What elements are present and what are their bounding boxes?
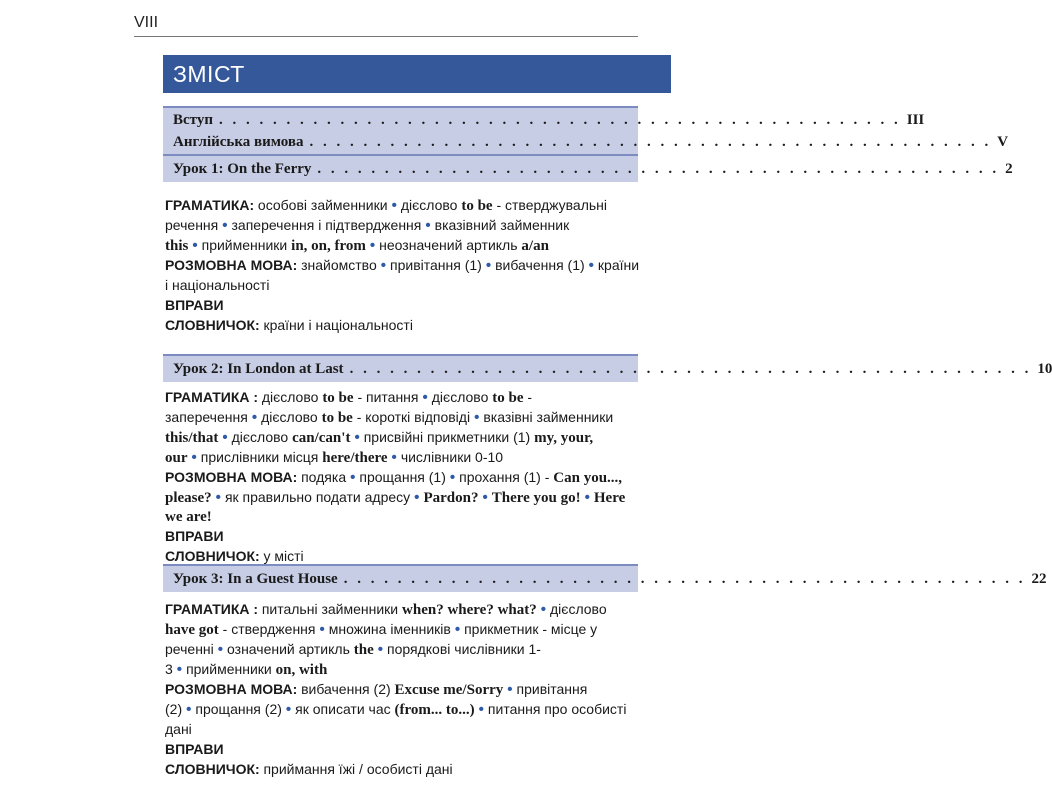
bullet-icon: • xyxy=(217,641,224,658)
topic-text: подяка xyxy=(301,469,347,485)
english-term: can/can't xyxy=(292,430,351,446)
bullet-icon: • xyxy=(186,701,192,718)
english-term: have got xyxy=(165,622,219,638)
english-term: to be xyxy=(461,198,493,214)
toc-entry-page: 2 xyxy=(1005,161,1013,177)
topic-text: прохання (1) - xyxy=(459,469,554,485)
section-label: СЛОВНИЧОК: xyxy=(165,317,260,333)
topic-text: множина іменників xyxy=(328,621,451,637)
bullet-icon: • xyxy=(482,489,488,506)
topic-text: дієслово xyxy=(550,601,607,617)
english-term: my, your, our xyxy=(165,430,594,466)
lesson-section xyxy=(165,527,640,547)
toc-entry-pronunciation[interactable] xyxy=(173,131,1009,153)
section-label: РОЗМОВНА МОВА: xyxy=(165,681,298,697)
english-term: Excuse me/Sorry xyxy=(394,682,504,698)
topic-text: як правильно подати адресу xyxy=(224,489,411,505)
toc-entry-page: 22 xyxy=(1031,571,1047,587)
bullet-icon: • xyxy=(507,681,513,698)
bullet-icon: • xyxy=(222,217,228,234)
lesson-section xyxy=(165,196,640,256)
english-term: on, with xyxy=(275,662,328,678)
topic-text: країни і національності xyxy=(263,317,413,333)
english-term: to be xyxy=(492,390,524,406)
topic-text: дієслово xyxy=(261,389,323,405)
section-label: СЛОВНИЧОК: xyxy=(165,548,260,564)
bullet-icon: • xyxy=(222,429,228,446)
english-term: in, on, from xyxy=(291,238,366,254)
bullet-icon: • xyxy=(414,489,420,506)
topic-text: знайомство xyxy=(301,257,377,273)
bullet-icon: • xyxy=(391,197,397,214)
topic-text: країни і національності xyxy=(165,257,640,293)
lesson-3-body xyxy=(165,600,640,780)
topic-text: як описати час xyxy=(295,701,395,717)
topic-text: привітання (1) xyxy=(390,257,482,273)
bullet-icon: • xyxy=(588,257,594,274)
lesson-2-bar[interactable] xyxy=(163,354,1052,382)
lesson-section xyxy=(165,760,640,780)
bullet-icon: • xyxy=(192,237,198,254)
topic-text: - короткі відповіді xyxy=(352,409,471,425)
topic-text: особові займенники xyxy=(257,197,388,213)
topic-text: неозначений артикль xyxy=(379,237,522,253)
bullet-icon: • xyxy=(540,601,547,618)
bullet-icon: • xyxy=(425,217,431,234)
topic-text: прислівники місця xyxy=(200,449,323,465)
bullet-icon: • xyxy=(176,661,183,678)
topic-text: порядкові числівники 1-3 xyxy=(165,641,541,677)
section-label: ВПРАВИ xyxy=(165,741,224,757)
topic-text: прощання (1) xyxy=(359,469,446,485)
bullet-icon: • xyxy=(377,641,384,658)
toc-entry-title: Урок 2: In London at Last xyxy=(173,361,344,377)
english-term: Here we are! xyxy=(165,490,626,525)
toc-entry-intro[interactable] xyxy=(173,109,925,131)
bullet-icon: • xyxy=(350,469,356,486)
lesson-section xyxy=(165,740,640,760)
topic-text: привітання (2) xyxy=(165,681,588,717)
english-term: to be xyxy=(321,410,353,426)
toc-entry-lesson-2 xyxy=(173,358,1052,380)
section-label: РОЗМОВНА МОВА: xyxy=(165,469,298,485)
lesson-section xyxy=(165,296,640,316)
topic-text: прощання (2) xyxy=(195,701,282,717)
toc-entry-title: Англійська вимова xyxy=(173,134,304,150)
topic-text: питання про особисті дані xyxy=(165,701,627,737)
lesson-section xyxy=(165,316,640,336)
section-label: ГРАМАТИКА : xyxy=(165,389,259,405)
topic-text: - ствердження xyxy=(218,621,316,637)
toc-entry-lesson-1 xyxy=(173,158,1013,180)
front-matter-bar xyxy=(163,106,1009,154)
english-term: this xyxy=(165,238,189,254)
bullet-icon: • xyxy=(449,469,456,486)
bullet-icon: • xyxy=(391,449,397,466)
lesson-1-body xyxy=(165,196,640,336)
topic-text: числівники 0-10 xyxy=(400,449,504,465)
topic-text: дієслово xyxy=(400,197,462,213)
bullet-icon: • xyxy=(251,409,258,426)
toc-leader-dots: . . . . . . . . . . . . . . . . . . . . . . . . . . . . . . . . . . . . . . . . . . . . . . . . . . . xyxy=(309,134,992,150)
topic-text: означений артикль xyxy=(227,641,354,657)
english-term: this/that xyxy=(165,430,219,446)
bullet-icon: • xyxy=(369,237,376,254)
bullet-icon: • xyxy=(485,257,492,274)
bullet-icon: • xyxy=(454,621,461,638)
topic-text: у місті xyxy=(263,548,304,564)
lesson-section xyxy=(165,388,640,468)
topic-text: заперечення і підтвердження xyxy=(231,217,422,233)
section-label: СЛОВНИЧОК: xyxy=(165,761,260,777)
section-label: РОЗМОВНА МОВА: xyxy=(165,257,298,273)
toc-entry-title: Урок 1: On the Ferry xyxy=(173,161,312,177)
topic-text: питальні займенники xyxy=(261,601,403,617)
english-term: Can you..., please? xyxy=(165,470,623,506)
english-term: (from... to...) xyxy=(394,702,475,718)
section-label: ВПРАВИ xyxy=(165,528,224,544)
topic-text: вибачення (2) xyxy=(301,681,395,697)
topic-text: вказівний займенник xyxy=(434,217,570,233)
english-term: a/an xyxy=(521,238,549,254)
lesson-section xyxy=(165,600,640,680)
topic-text: приймання їжі / особисті дані xyxy=(263,761,453,777)
top-rule xyxy=(134,36,638,37)
bullet-icon: • xyxy=(584,489,590,506)
english-term: to be xyxy=(322,390,354,406)
bullet-icon: • xyxy=(354,429,360,446)
toc-entry-lesson-3 xyxy=(173,568,1047,590)
topic-text: дієслово xyxy=(431,389,493,405)
topic-text: вказівні займенники xyxy=(483,409,614,425)
topic-text: вибачення (1) xyxy=(495,257,585,273)
toc-entry-page: 10 xyxy=(1037,361,1052,377)
toc-entry-page: V xyxy=(997,134,1009,150)
contents-heading: ЗМІСТ xyxy=(163,55,671,93)
topic-text: прийменники xyxy=(186,661,276,677)
topic-text: присвійні прикметники (1) xyxy=(363,429,535,445)
section-label: ВПРАВИ xyxy=(165,297,224,313)
english-term: here/there xyxy=(322,450,388,466)
topic-text: дієслово xyxy=(231,429,293,445)
toc-entry-title: Вступ xyxy=(173,112,213,128)
section-label: ГРАМАТИКА: xyxy=(165,197,255,213)
lesson-2-body xyxy=(165,388,640,567)
bullet-icon: • xyxy=(285,701,292,718)
topic-text: дієслово xyxy=(261,409,322,425)
toc-entry-title: Урок 3: In a Guest House xyxy=(173,571,338,587)
topic-text: - заперечення xyxy=(165,389,533,425)
lesson-1-bar[interactable] xyxy=(163,154,1013,182)
topic-text: прикметник - місце у реченні xyxy=(165,621,598,657)
lesson-3-bar[interactable] xyxy=(163,564,1047,592)
topic-text: - стверджувальні речення xyxy=(165,197,608,233)
section-label: ГРАМАТИКА : xyxy=(165,601,259,617)
english-term: the xyxy=(353,642,374,658)
topic-text: прийменники xyxy=(201,237,292,253)
toc-leader-dots: . . . . . . . . . . . . . . . . . . . . . . . . . . . . . . . . . . . . . . . . . . . . . . . . . . . xyxy=(349,361,1032,377)
bullet-icon: • xyxy=(380,257,386,274)
toc-entry-page: III xyxy=(906,112,925,128)
english-term: Pardon? xyxy=(423,490,479,506)
bullet-icon: • xyxy=(478,701,484,718)
bullet-icon: • xyxy=(215,489,221,506)
bullet-icon: • xyxy=(422,389,428,406)
toc-leader-dots: . . . . . . . . . . . . . . . . . . . . . . . . . . . . . . . . . . . . . . . . . . . . . . . . . . . xyxy=(317,161,1000,177)
bullet-icon: • xyxy=(319,621,325,638)
lesson-section xyxy=(165,468,640,527)
lesson-section xyxy=(165,256,640,296)
bullet-icon: • xyxy=(191,449,197,466)
english-term: There you go! xyxy=(491,490,581,506)
toc-leader-dots: . . . . . . . . . . . . . . . . . . . . . . . . . . . . . . . . . . . . . . . . . . . . . . . . . . . xyxy=(218,112,901,128)
toc-leader-dots: . . . . . . . . . . . . . . . . . . . . . . . . . . . . . . . . . . . . . . . . . . . . . . . . . . . xyxy=(343,571,1026,587)
lesson-section xyxy=(165,680,640,740)
topic-text: - питання xyxy=(353,389,419,405)
bullet-icon: • xyxy=(474,409,480,426)
english-term: when? where? what? xyxy=(402,602,537,618)
page-number: VIII xyxy=(134,14,159,31)
